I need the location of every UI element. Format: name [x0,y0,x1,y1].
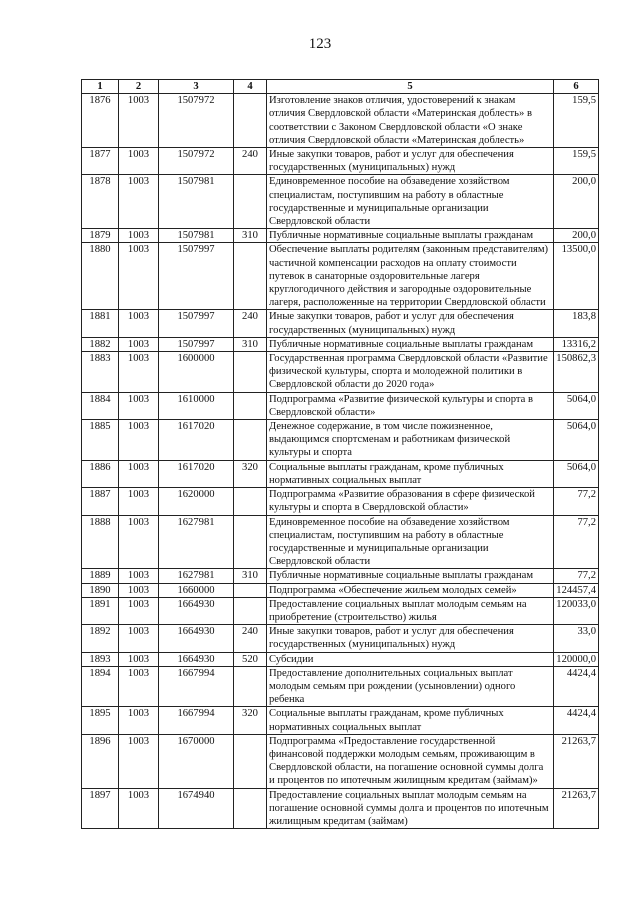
section-code: 1003 [119,515,159,569]
section-code: 1003 [119,243,159,310]
row-number: 1878 [82,175,119,229]
section-code: 1003 [119,229,159,243]
row-number: 1888 [82,515,119,569]
row-number: 1885 [82,420,119,461]
expense-type-code [234,420,267,461]
amount: 13500,0 [554,243,599,310]
amount: 77,2 [554,515,599,569]
item-name: Социальные выплаты гражданам, кроме публичных нормативных социальных выплат [267,460,554,487]
column-header: 4 [234,80,267,94]
row-number: 1879 [82,229,119,243]
table-row [82,392,599,419]
expense-type-code [234,788,267,829]
item-name: Предоставление социальных выплат молодым семьям на погашение основной суммы долга и процентов по ипотечным жилищным кредитам (займам) [267,788,554,829]
expense-type-code: 240 [234,310,267,337]
section-code: 1003 [119,788,159,829]
target-code: 1617020 [159,460,234,487]
item-name: Подпрограмма «Обеспечение жильем молодых семей» [267,583,554,597]
row-number: 1894 [82,666,119,707]
target-code: 1627981 [159,515,234,569]
target-code: 1670000 [159,734,234,788]
amount: 150862,3 [554,352,599,393]
row-number: 1887 [82,488,119,515]
target-code: 1507997 [159,337,234,351]
table-row [82,666,599,707]
amount: 77,2 [554,488,599,515]
item-name: Иные закупки товаров, работ и услуг для обеспечения государственных (муниципальных) нужд [267,310,554,337]
table-row [82,310,599,337]
target-code: 1627981 [159,569,234,583]
item-name: Подпрограмма «Предоставление государственной финансовой поддержки молодым семьям, проживающим в Свердловской области, на погашение основной суммы долга и процентов по ипотечным жилищным кредитам (займам)» [267,734,554,788]
section-code: 1003 [119,666,159,707]
section-code: 1003 [119,420,159,461]
row-number: 1897 [82,788,119,829]
table-row [82,337,599,351]
expense-type-code [234,597,267,624]
expense-type-code: 310 [234,229,267,243]
section-code: 1003 [119,597,159,624]
column-header: 2 [119,80,159,94]
row-number: 1895 [82,707,119,734]
target-code: 1667994 [159,666,234,707]
amount: 33,0 [554,625,599,652]
row-number: 1884 [82,392,119,419]
target-code: 1610000 [159,392,234,419]
expense-type-code [234,734,267,788]
item-name: Иные закупки товаров, работ и услуг для обеспечения государственных (муниципальных) нужд [267,625,554,652]
row-number: 1876 [82,94,119,148]
column-header: 3 [159,80,234,94]
section-code: 1003 [119,175,159,229]
item-name: Публичные нормативные социальные выплаты гражданам [267,229,554,243]
table-row [82,94,599,148]
row-number: 1892 [82,625,119,652]
target-code: 1507997 [159,310,234,337]
section-code: 1003 [119,625,159,652]
expense-type-code [234,515,267,569]
table-row [82,488,599,515]
amount: 21263,7 [554,788,599,829]
section-code: 1003 [119,707,159,734]
table-row [82,569,599,583]
item-name: Публичные нормативные социальные выплаты гражданам [267,337,554,351]
table-row [82,243,599,310]
item-name: Предоставление дополнительных социальных выплат молодым семьям при рождении (усыновлении) одного ребенка [267,666,554,707]
amount: 5064,0 [554,420,599,461]
amount: 21263,7 [554,734,599,788]
item-name: Предоставление социальных выплат молодым семьям на приобретение (строительство) жилья [267,597,554,624]
section-code: 1003 [119,583,159,597]
expense-type-code: 320 [234,707,267,734]
table-row [82,707,599,734]
row-number: 1877 [82,148,119,175]
item-name: Публичные нормативные социальные выплаты гражданам [267,569,554,583]
table-row [82,597,599,624]
table-row [82,652,599,666]
item-name: Изготовление знаков отличия, удостоверений к знакам отличия Свердловской области «Материнская доблесть» в соответствии с Законом Свердловской области «О знаке отличия Свердловской области «Материнская доблесть» [267,94,554,148]
amount: 77,2 [554,569,599,583]
amount: 4424,4 [554,707,599,734]
row-number: 1893 [82,652,119,666]
table-row [82,175,599,229]
expense-type-code [234,488,267,515]
page-number: 123 [308,36,332,52]
row-number: 1896 [82,734,119,788]
amount: 200,0 [554,175,599,229]
section-code: 1003 [119,94,159,148]
table-row [82,148,599,175]
target-code: 1617020 [159,420,234,461]
expense-type-code [234,583,267,597]
item-name: Подпрограмма «Развитие физической культуры и спорта в Свердловской области» [267,392,554,419]
section-code: 1003 [119,569,159,583]
expense-type-code [234,352,267,393]
expense-type-code: 240 [234,148,267,175]
expense-type-code [234,94,267,148]
row-number: 1883 [82,352,119,393]
table-row [82,460,599,487]
section-code: 1003 [119,148,159,175]
expense-type-code [234,392,267,419]
target-code: 1660000 [159,583,234,597]
item-name: Единовременное пособие на обзаведение хозяйством специалистам, поступившим на работу в областные государственные и муниципальные организации Свердловской области [267,175,554,229]
expense-type-code [234,666,267,707]
item-name: Подпрограмма «Развитие образования в сфере физической культуры и спорта в Свердловской области» [267,488,554,515]
amount: 4424,4 [554,666,599,707]
expense-type-code: 240 [234,625,267,652]
target-code: 1507981 [159,229,234,243]
column-header: 1 [82,80,119,94]
section-code: 1003 [119,310,159,337]
row-number: 1891 [82,597,119,624]
target-code: 1664930 [159,625,234,652]
row-number: 1889 [82,569,119,583]
section-code: 1003 [119,488,159,515]
item-name: Социальные выплаты гражданам, кроме публичных нормативных социальных выплат [267,707,554,734]
target-code: 1620000 [159,488,234,515]
item-name: Обеспечение выплаты родителям (законным представителям) частичной компенсации расходов на оплату стоимости путевок в санаторные оздоровительные лагеря круглогодичного действия и загородные оздоровительные лагеря, расположенные на территории Свердловской области [267,243,554,310]
table-header-row [82,80,599,94]
table-row [82,229,599,243]
target-code: 1507972 [159,94,234,148]
item-name: Государственная программа Свердловской области «Развитие физической культуры, спорта и молодежной политики в Свердловской области до 2020 года» [267,352,554,393]
row-number: 1881 [82,310,119,337]
target-code: 1507972 [159,148,234,175]
amount: 5064,0 [554,460,599,487]
target-code: 1664930 [159,597,234,624]
row-number: 1882 [82,337,119,351]
expense-type-code: 310 [234,337,267,351]
row-number: 1890 [82,583,119,597]
column-header: 5 [267,80,554,94]
target-code: 1507981 [159,175,234,229]
column-header: 6 [554,80,599,94]
amount: 159,5 [554,148,599,175]
target-code: 1667994 [159,707,234,734]
table-row [82,352,599,393]
amount: 5064,0 [554,392,599,419]
budget-table [81,79,599,829]
row-number: 1886 [82,460,119,487]
section-code: 1003 [119,392,159,419]
section-code: 1003 [119,352,159,393]
row-number: 1880 [82,243,119,310]
table-row [82,515,599,569]
target-code: 1674940 [159,788,234,829]
target-code: 1507997 [159,243,234,310]
expense-type-code [234,175,267,229]
table-row [82,583,599,597]
target-code: 1600000 [159,352,234,393]
amount: 124457,4 [554,583,599,597]
expense-type-code: 320 [234,460,267,487]
expense-type-code: 520 [234,652,267,666]
amount: 183,8 [554,310,599,337]
amount: 120000,0 [554,652,599,666]
amount: 159,5 [554,94,599,148]
item-name: Иные закупки товаров, работ и услуг для обеспечения государственных (муниципальных) нужд [267,148,554,175]
item-name: Денежное содержание, в том числе пожизненное, выдающимся спортсменам и работникам физической культуры и спорта [267,420,554,461]
table-row [82,788,599,829]
expense-type-code [234,243,267,310]
amount: 120033,0 [554,597,599,624]
table-row [82,734,599,788]
section-code: 1003 [119,460,159,487]
section-code: 1003 [119,652,159,666]
item-name: Единовременное пособие на обзаведение хозяйством специалистам, поступившим на работу в областные государственные и муниципальные организации Свердловской области [267,515,554,569]
table-row [82,625,599,652]
expense-type-code: 310 [234,569,267,583]
amount: 13316,2 [554,337,599,351]
amount: 200,0 [554,229,599,243]
table-body [82,94,599,829]
section-code: 1003 [119,734,159,788]
section-code: 1003 [119,337,159,351]
table-row [82,420,599,461]
target-code: 1664930 [159,652,234,666]
item-name: Субсидии [267,652,554,666]
